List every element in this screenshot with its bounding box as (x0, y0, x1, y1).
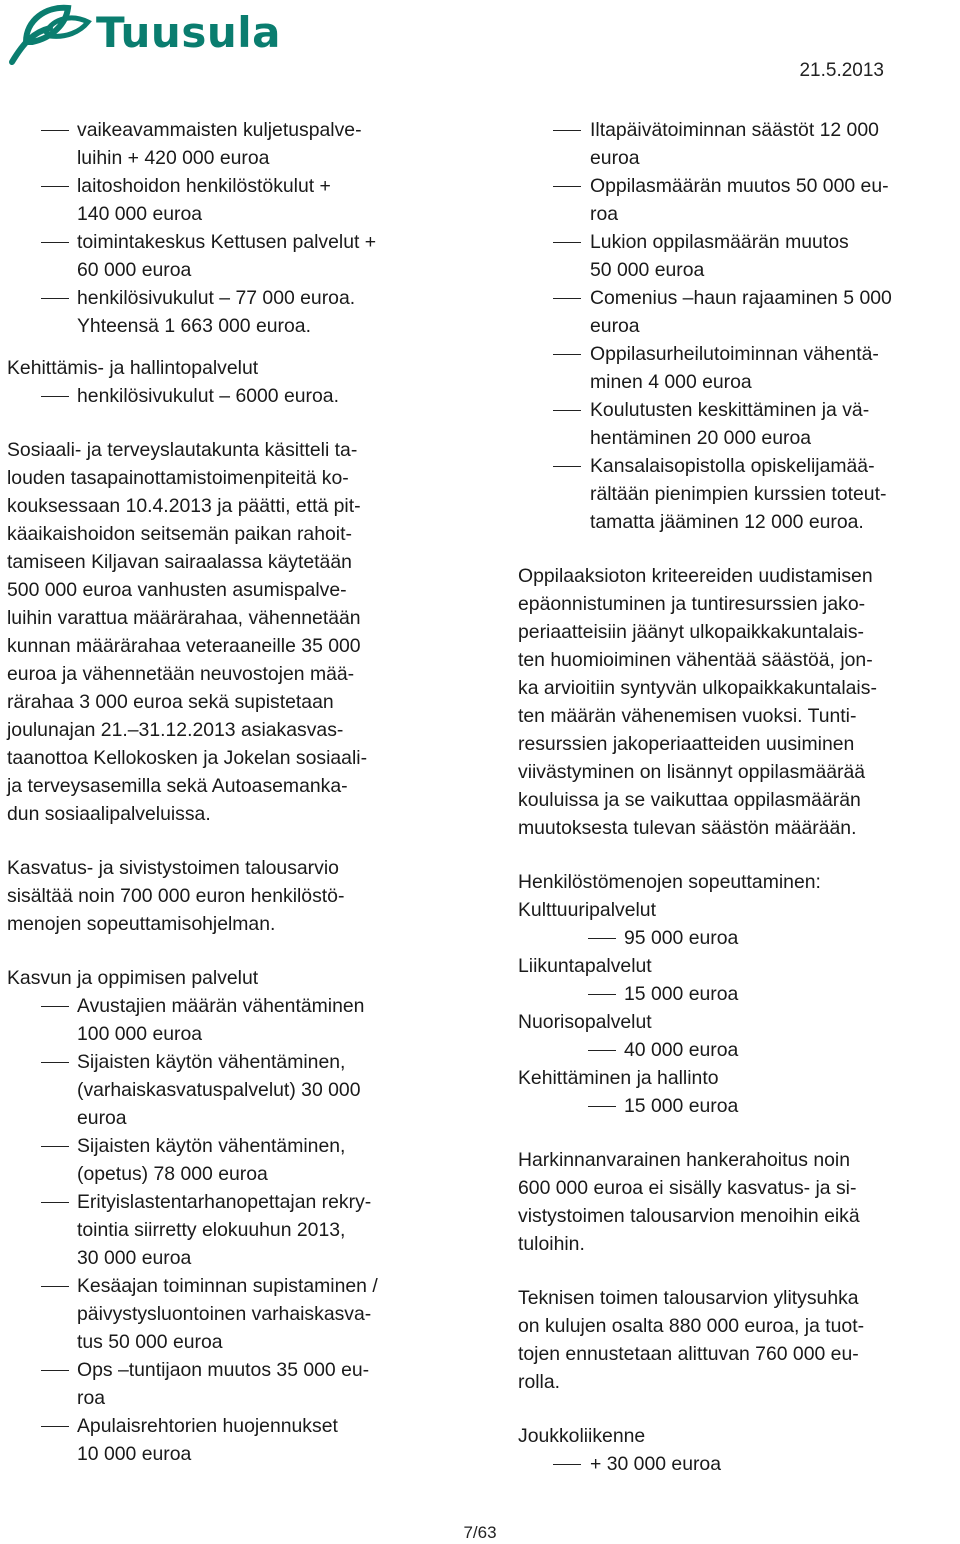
list-item (518, 228, 960, 284)
kehittamis-item: henkilösivukulut – 6000 euroa. (7, 382, 467, 410)
henkilosto-group-value: 95 000 euroa (518, 924, 960, 952)
left-top-list (7, 116, 467, 340)
list-item (7, 284, 467, 340)
list-item-line: Ops –tuntijaon muutos 35 000 eu- (77, 1359, 370, 1381)
joukko-heading: Joukkoliikenne (518, 1425, 646, 1447)
paragraph-line: on kulujen osalta 880 000 euroa, ja tuot- (518, 1315, 865, 1337)
list-item-line: päivystysluontoinen varhaiskasva- (77, 1303, 372, 1325)
list-item (7, 1272, 467, 1356)
list-item (518, 452, 960, 536)
list-item-line: roa (590, 203, 619, 225)
list-item (7, 1048, 467, 1132)
list-item-line: 30 000 euroa (77, 1247, 192, 1269)
henkilosto-group-name: Kehittäminen ja hallinto (518, 1067, 719, 1089)
right-column (518, 116, 960, 1478)
list-item (7, 1132, 467, 1188)
list-item (7, 992, 467, 1048)
tuusula-logo (6, 2, 306, 68)
paragraph-line: 500 000 euroa vanhusten asumispalve- (7, 579, 347, 601)
list-item-line: luihin + 420 000 euroa (77, 147, 270, 169)
henkilosto-list (518, 896, 960, 1120)
list-item-line: Lukion oppilasmäärän muutos (590, 231, 849, 253)
list-item (7, 116, 467, 172)
paragraph-line: vistystoimen talousarvion menoihin eikä (518, 1205, 860, 1227)
paragraph-line: dun sosiaalipalveluissa. (7, 803, 211, 825)
paragraph-line: menojen sopeuttamisohjelman. (7, 913, 276, 935)
harkinnan-paragraph (518, 1146, 960, 1258)
list-item-line: (varhaiskasvatuspalvelut) 30 000 (77, 1079, 361, 1101)
oppilaaksioton-paragraph (518, 562, 960, 842)
henkilosto-group-value: 15 000 euroa (518, 1092, 960, 1120)
paragraph-line: käaikaishoidon seitsemän paikan rahoit- (7, 523, 352, 545)
joukko-item: + 30 000 euroa (518, 1450, 960, 1478)
paragraph-line: kouksessaan 10.4.2013 ja päätti, että pit- (7, 495, 361, 517)
list-item-line: Kesäajan toiminnan supistaminen / (77, 1275, 378, 1297)
list-item-line: tointia siirretty elokuuhun 2013, (77, 1219, 346, 1241)
list-item-line: toimintakeskus Kettusen palvelut + (77, 231, 377, 253)
teknisen-paragraph (518, 1284, 960, 1396)
left-column (7, 116, 467, 1468)
kasvun-heading: Kasvun ja oppimisen palvelut (7, 967, 259, 989)
paragraph-line: resurssien jakoperiaatteiden uusiminen (518, 733, 855, 755)
list-item (518, 396, 960, 452)
paragraph-line: Kasvatus- ja sivistystoimen talousarvio (7, 857, 339, 879)
list-item-line: Sijaisten käytön vähentäminen, (77, 1135, 346, 1157)
list-item-line: euroa (77, 1107, 127, 1129)
list-item (518, 340, 960, 396)
paragraph-line: Sosiaali- ja terveyslautakunta käsitteli ta- (7, 439, 358, 461)
list-item (518, 116, 960, 172)
henkilosto-group-name: Kulttuuripalvelut (518, 899, 656, 921)
list-item-line: Apulaisrehtorien huojennukset (77, 1415, 338, 1437)
kasvatus-paragraph (7, 854, 467, 938)
henkilosto-group-name: Liikuntapalvelut (518, 955, 652, 977)
list-item-line: henkilösivukulut – 77 000 euroa. (77, 287, 356, 309)
paragraph-line: joulunajan 21.–31.12.2013 asiakasvas- (7, 719, 344, 741)
list-item-line: euroa (590, 315, 640, 337)
paragraph-line: ka arvioitiin syntyvän ulkopaikkakuntalais- (518, 677, 877, 699)
list-item-line: minen 4 000 euroa (590, 371, 752, 393)
paragraph-line: 600 000 euroa ei sisälly kasvatus- ja si- (518, 1177, 857, 1199)
paragraph-line: viivästyminen on lisännyt oppilasmäärää (518, 761, 866, 783)
list-item-line: Comenius –haun rajaaminen 5 000 (590, 287, 892, 309)
list-item (7, 228, 467, 284)
paragraph-line: muutoksesta tulevan säästön määrään. (518, 817, 857, 839)
list-item-line: tamatta jääminen 12 000 euroa. (590, 511, 864, 533)
list-item-line: Koulutusten keskittäminen ja vä- (590, 399, 870, 421)
list-item-line: 10 000 euroa (77, 1443, 192, 1465)
list-item (7, 1356, 467, 1412)
list-item-line: laitoshoidon henkilöstökulut + (77, 175, 331, 197)
paragraph-line: rolla. (518, 1371, 561, 1393)
list-item-line: Iltapäivätoiminnan säästöt 12 000 (590, 119, 879, 141)
leaf-logo-icon (6, 2, 102, 68)
henkilosto-group-name: Nuorisopalvelut (518, 1011, 652, 1033)
list-item-line: Yhteensä 1 663 000 euroa. (77, 315, 311, 337)
paragraph-line: louden tasapainottamistoimenpiteitä ko- (7, 467, 349, 489)
paragraph-line: kouluissa ja se vaikuttaa oppilasmäärän (518, 789, 861, 811)
list-item-line: Oppilasurheilutoiminnan vähentä- (590, 343, 879, 365)
list-item-line: euroa (590, 147, 640, 169)
list-item-line: rältään pienimpien kurssien toteut- (590, 483, 887, 505)
paragraph-line: tojen ennustetaan alittuvan 760 000 eu- (518, 1343, 859, 1365)
kasvun-list (7, 992, 467, 1468)
paragraph-line: tamiseen Kiljavan sairaalassa käytetään (7, 551, 352, 573)
paragraph-line: kunnan määrärahaa veteraaneille 35 000 (7, 635, 361, 657)
kehittamis-heading: Kehittämis- ja hallintopalvelut (7, 357, 259, 379)
henkilosto-group-value: 40 000 euroa (518, 1036, 960, 1064)
paragraph-line: periaatteisiin jäänyt ulkopaikkakuntalais- (518, 621, 864, 643)
right-top-list (518, 116, 960, 536)
paragraph-line: sisältää noin 700 000 euron henkilöstö- (7, 885, 345, 907)
paragraph-line: euroa ja vähennetään neuvostojen mää- (7, 663, 355, 685)
paragraph-line: ja terveysasemilla sekä Autoasemanka- (7, 775, 348, 797)
list-item (7, 1412, 467, 1468)
list-item (518, 172, 960, 228)
paragraph-line: ten määrän vähenemisen vuoksi. Tunti- (518, 705, 857, 727)
list-item-line: vaikeavammaisten kuljetuspalve- (77, 119, 362, 141)
sosiaali-paragraph (7, 436, 467, 828)
paragraph-line: rärahaa 3 000 euroa sekä supistetaan (7, 691, 334, 713)
list-item-line: 50 000 euroa (590, 259, 705, 281)
list-item (7, 1188, 467, 1272)
paragraph-line: luihin varattua määrärahaa, vähennetään (7, 607, 361, 629)
paragraph-line: Harkinnanvarainen hankerahoitus noin (518, 1149, 851, 1171)
list-item-line: hentäminen 20 000 euroa (590, 427, 812, 449)
paragraph-line: ten huomioiminen vähentää säästöä, jon- (518, 649, 873, 671)
paragraph-line: epäonnistuminen ja tuntiresurssien jako- (518, 593, 866, 615)
list-item-line: (opetus) 78 000 euroa (77, 1163, 268, 1185)
list-item-line: 140 000 euroa (77, 203, 203, 225)
logo-text: Tuusula (96, 8, 281, 57)
paragraph-line: Teknisen toimen talousarvion ylitysuhka (518, 1287, 859, 1309)
list-item-line: 100 000 euroa (77, 1023, 203, 1045)
list-item-line: Erityislastentarhanopettajan rekry- (77, 1191, 372, 1213)
henkilosto-group-value: 15 000 euroa (518, 980, 960, 1008)
list-item (7, 172, 467, 228)
list-item-line: Kansalaisopistolla opiskelijamää- (590, 455, 875, 477)
henkilosto-heading: Henkilöstömenojen sopeuttaminen: (518, 871, 821, 893)
paragraph-line: taanottoa Kellokosken ja Jokelan sosiaali- (7, 747, 368, 769)
document-date: 21.5.2013 (799, 60, 884, 81)
list-item-line: 60 000 euroa (77, 259, 192, 281)
list-item-line: Oppilasmäärän muutos 50 000 eu- (590, 175, 889, 197)
list-item-line: roa (77, 1387, 106, 1409)
paragraph-line: Oppilaaksioton kriteereiden uudistamisen (518, 565, 873, 587)
list-item-line: Sijaisten käytön vähentäminen, (77, 1051, 346, 1073)
paragraph-line: tuloihin. (518, 1233, 585, 1255)
page-number: 7/63 (463, 1523, 497, 1542)
list-item (518, 284, 960, 340)
list-item-line: Avustajien määrän vähentäminen (77, 995, 365, 1017)
list-item-line: tus 50 000 euroa (77, 1331, 223, 1353)
